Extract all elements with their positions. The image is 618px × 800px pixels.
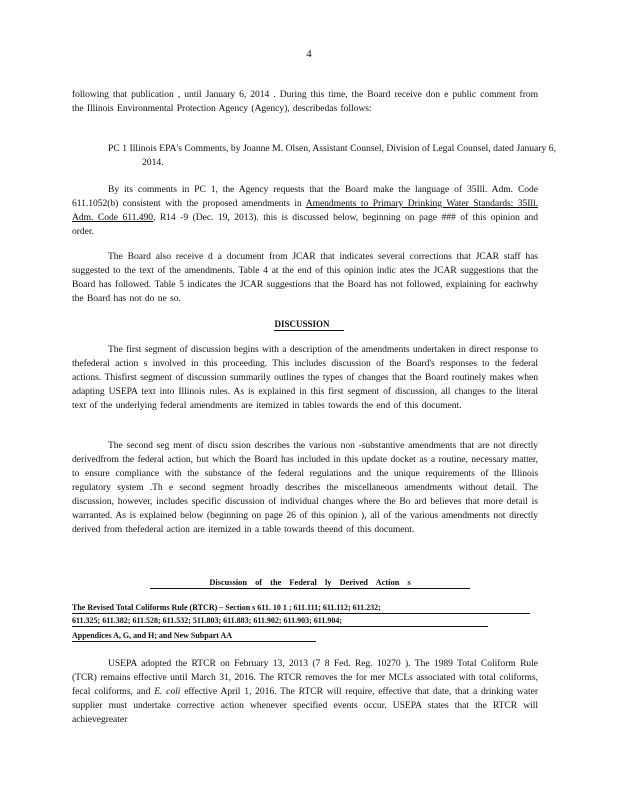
- paragraph-rtcr-start: USEPA adopted the RTCR on February 13, 2013 (7 8 Fed. Reg. 10270 ). The 1989 Total Coliform Rule (TCR) remains effective until March 31, 2016. The RTCR removes the for mer MCLs associated with total coliforms, fecal coliforms, and: [72, 658, 538, 697]
- paragraph-agency-comments-start: By its comments in PC 1, the Agency requests that the Board make the language of 35Ill. Adm. Code 611.1052(b) consistent with the proposed amendments in: [72, 184, 538, 209]
- discussion-heading: DISCUSSION: [274, 319, 343, 331]
- docket-citation-link: Amendments to Primary Drinking Water Standards: 35Ill. Adm. Code 611.490: [72, 198, 538, 223]
- paragraph-rtcr: [72, 657, 538, 727]
- table-row: 611.325; 611.382; 611.528; 611.532; 511.803; 611.883; 611.902; 611.903; 611.904;: [72, 615, 488, 627]
- paragraph-agency-comments: [72, 183, 538, 239]
- e-coli-italic: E. coli: [154, 686, 181, 697]
- paragraph-rtcr-end: effective April 1, 2016. The RTCR will require, effective that date, that a drinking water supplier must undertake corrective action whenever specified events occur. USEPA states that the RTCR will achievegreater: [72, 686, 538, 725]
- paragraph-first-segment: The first segment of discussion begins with a description of the amendments undertaken in direct response to thefederal action s involved in this proceeding. This includes discussion of the Board's responses to the federal actions. Thisfirst segment of discussion summarily outlines the types of changes that the Board routinely makes when adapting USEPA text into Illinois rules. As is explained in this first segment of discussion, all changes to the literal text of the underlying federal amendments are itemized in tables towards the end of this document.: [72, 344, 538, 411]
- paragraph-second-segment: The second seg ment of discu ssion describes the various non -substantive amendments that are not directly derivedfrom the federal action, but which the Board has included in this update docket as a routine, necessary matter, to ensure compliance with the substance of the federal regulations and the unique requirements of the Illinois regulatory system .Th e second segment broadly describes the miscellaneous amendments without detail. The discussion, however, includes specific discussion of individual changes where the Bo ard believes that more detail is warranted. As is explained below (beginning on page 26 of this opinion ), all of the various amendments not directly derived from thefederal action are itemized in a table towards theend of this document.: [72, 440, 538, 535]
- table-title: Discussion of the Federal ly Derived Action s: [150, 578, 470, 589]
- table-row: The Revised Total Coliforms Rule (RTCR) – Section s 611. 10 1 ; 611.111; 611.112; 611.232;: [72, 602, 530, 614]
- paragraph-agency-comments-end: , R14 -9 (Dec. 19, 2013). this is discussed below, beginning on page ### of this opinion and order.: [72, 212, 538, 237]
- page-number: 4: [306, 48, 312, 60]
- public-comment-entry: PC 1 Illinois EPA's Comments, by Joanne M. Olsen, Assistant Counsel, Division of Legal Counsel, dated January 6, 2014.: [108, 143, 556, 168]
- table-row: Appendices A, G, and H; and New Subpart AA: [72, 630, 316, 642]
- paragraph-public-comment: following that publication , until January 6, 2014 . During this time, the Board receive don e public comment from the Illinois Environmental Protection Agency (Agency), describedas follows:: [72, 89, 538, 114]
- section-heading: [0, 319, 618, 331]
- paragraph-jcar: The Board also receive d a document from JCAR that indicates several corrections that JCAR staff has suggested to the text of the amendments. Table 4 at the end of this opinion indic ates the JCAR suggestions that the Board has followed. Table 5 indicates the JCAR suggestions that the Board has not followed, explaining for eachwhy the Board has not do ne so.: [72, 251, 538, 304]
